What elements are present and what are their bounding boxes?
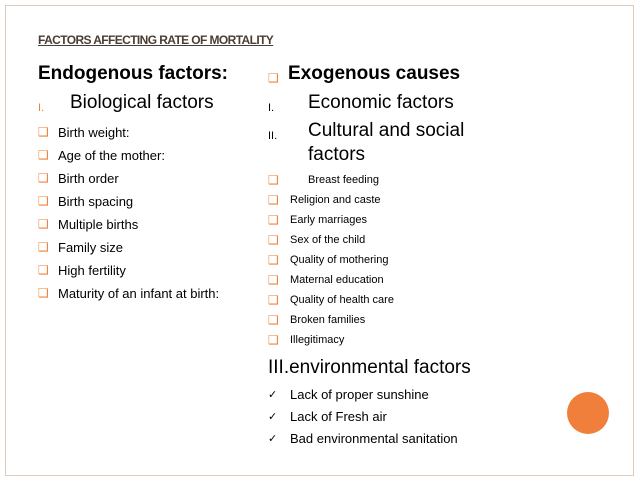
list-item: ❑ Multiple births [38,213,258,236]
box-bullet-icon: ❑ [38,286,49,300]
box-bullet-icon: ❑ [268,293,279,307]
box-bullet-icon: ❑ [268,313,279,327]
cultural-factors-label-line2: factors [308,144,366,165]
list-item: ✓ Bad environmental sanitation [268,428,598,450]
list-item: ✓ Lack of Fresh air [268,406,598,428]
box-bullet-icon: ❑ [38,194,49,208]
list-item: ❑ Quality of mothering [268,250,598,270]
list-item: ❑ Maternal education [268,270,598,290]
numeral-i: I. [38,102,45,114]
cultural-factors-row [268,119,598,143]
list-item: ❑ Quality of health care [268,290,598,310]
economic-factors-label: Economic factors [308,92,454,113]
box-bullet-icon: ❑ [38,148,49,162]
box-bullet-icon: ❑ [268,253,279,267]
list-item: ❑ Birth order [38,167,258,190]
box-bullet-icon: ❑ [268,193,279,207]
box-bullet-icon: ❑ [38,240,49,254]
list-item: ❑ Family size [38,236,258,259]
list-item: ❑ Age of the mother: [38,144,258,167]
cultural-factors-label-line1: Cultural and social [308,120,465,141]
biological-factors-row [38,91,258,115]
box-bullet-icon: ❑ [268,71,279,85]
list-item: ❑ Religion and caste [268,190,598,210]
checkmark-icon: ✓ [268,433,278,445]
slide-title: FACTORS AFFECTING RATE OF MORTALITY [38,33,274,47]
list-item: ❑ Birth weight: [38,121,258,144]
list-item: ❑ Maturity of an infant at birth: [38,282,258,305]
list-item: ❑ Birth spacing [38,190,258,213]
box-bullet-icon: ❑ [38,125,49,139]
box-bullet-icon: ❑ [268,213,279,227]
right-column [268,62,598,450]
box-bullet-icon: ❑ [38,263,49,277]
box-bullet-icon: ❑ [268,273,279,287]
box-bullet-icon: ❑ [268,333,279,347]
list-item: ❑ Early marriages [268,210,598,230]
economic-factors-row [268,91,598,115]
checkmark-icon: ✓ [268,411,278,423]
exogenous-heading: Exogenous causes [288,63,461,84]
list-item: ❑ Breast feeding [268,170,598,190]
list-item: ❑ Broken families [268,310,598,330]
box-bullet-icon: ❑ [268,233,279,247]
list-item: ❑ High fertility [38,259,258,282]
left-column [38,62,258,305]
exogenous-heading-row [268,62,598,86]
box-bullet-icon: ❑ [38,171,49,185]
biological-factors-label: Biological factors [70,92,214,113]
box-bullet-icon: ❑ [268,173,279,187]
box-bullet-icon: ❑ [38,217,49,231]
endogenous-heading: Endogenous factors: [38,63,229,84]
list-item: ❑ Illegitimacy [268,330,598,350]
numeral-i: I. [268,102,275,114]
list-item: ❑ Sex of the child [268,230,598,250]
environmental-factors-heading: III.environmental factors [268,357,471,378]
numeral-ii: II. [268,130,278,142]
checkmark-icon: ✓ [268,389,278,401]
list-item: ✓ Lack of proper sunshine [268,384,598,406]
